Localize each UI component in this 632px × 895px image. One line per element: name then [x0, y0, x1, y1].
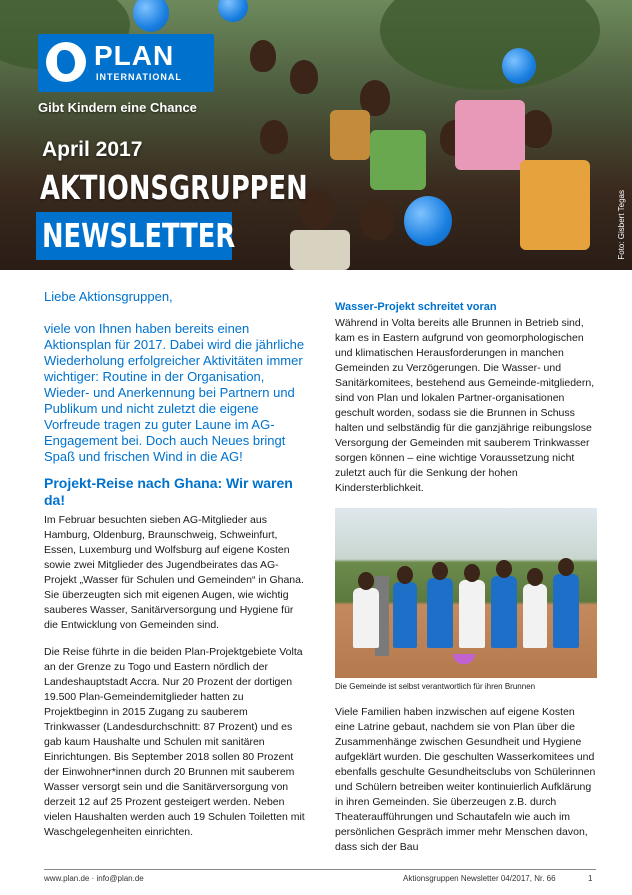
logo-text: PLAN	[94, 40, 175, 71]
page-number: 1	[588, 874, 593, 883]
paragraph: Während in Volta bereits alle Brunnen in Betrieb sind, kam es in Eastern aufgrund von geomorphologischen und klimatischen Herausforderungen in manchen Gemeinden zu Verzögerungen. Die Wasser- und Sanitärkomitees, bestehend aus Gemeinde-mitgliedern, sind von Plan und lokalen Partner-organisationen geschult worden, sodass sie die Brunnen in Schuss halten und selbständig für die ganzjährige reibungslose Versorgung der Gemeinden mit sauberem Trinkwasser sorgen können – eine wichtige Voraussetzung nicht zuletzt auch für die Senkung der hohen Kindersterblichkeit.	[335, 317, 595, 494]
section-title-water: Wasser-Projekt schreitet voran	[335, 301, 497, 313]
greeting: Liebe Aktionsgruppen,	[44, 289, 173, 304]
tagline: Gibt Kindern eine Chance	[38, 100, 197, 115]
right-column	[335, 300, 597, 867]
header-photo	[0, 0, 632, 270]
section-title-ghana: Projekt-Reise nach Ghana: Wir waren da!	[44, 475, 293, 508]
paragraph: Im Februar besuchten sieben AG-Mitglieder aus Hamburg, Oldenburg, Braunschweig, Schweinfurt, Essen, Luxemburg und Wolfsburg auf eigene Kosten sowie zwei Mitglieder des Jugendbeirates das AG-Projekt „Wasser für Schulen und Gemeinden“ in Ghana. Sie überzeugten sich mit eigenen Augen, wie wichtig sauberes Wasser, Sanitärversorgung und Hygiene für die Entwicklung von Gemeinden sind.	[44, 514, 304, 631]
photo-credit: Foto: Gisbert Tegas	[617, 190, 626, 260]
paragraph: Die Reise führte in die beiden Plan-Projektgebiete Volta an der Grenze zu Togo und Eastern nördlich der Landeshauptstadt Accra. Nur 20 Prozent der dortigen 19.500 Plan-Gemeindemitglieder hatten zu Projektbeginn in 2015 Zugang zu sauberem Trinkwasser (Landesdurchschnitt: 87 Prozent) und es gab kaum Haushalte und Schulen mit sanitären Einrichtungen. Bis September 2018 sollen 80 Prozent der Einwohner*innen durch 20 Brunnen mit sauberem Wasser versorgt sein und die Sanitärversorgung von derzeit 12 auf 25 Prozent gesteigert werden. Neben vielen Haushalten werden auch 19 Schulen Toiletten mit Waschgelegenheiten einrichten.	[44, 646, 305, 838]
well-photo	[335, 508, 597, 678]
footer-issue: Aktionsgruppen Newsletter 04/2017, Nr. 66	[403, 874, 556, 883]
footer-contact: www.plan.de · info@plan.de	[44, 874, 144, 883]
globe-icon	[46, 42, 86, 82]
paragraph: Viele Familien haben inzwischen auf eigene Kosten eine Latrine gebaut, nachdem sie von Plan über die Zusammenhänge zwischen Gesundheit und Hygiene aufgeklärt wurden. Die geschulten Wasserkomitees und ebenfalls geschulte Gesundheitsclubs von Schülerinnen und Schülern betreiben weiter kontinuierlich Aufklärung in ihren Gemeinden. Sie überzeugen z.B. durch Theateraufführungen und Schautafeln wie auch im persönlichen Gespräch immer mehr Menschen davon, dass sich der Bau	[335, 706, 596, 853]
photo-caption: Die Gemeinde ist selbst verantwortlich für ihren Brunnen	[335, 682, 536, 691]
plan-logo	[38, 34, 214, 92]
footer-divider	[44, 869, 596, 870]
logo-subtext: INTERNATIONAL	[96, 72, 182, 82]
issue-date: April 2017	[42, 138, 143, 161]
left-column	[44, 288, 306, 852]
newsletter-title-line1: AKTIONSGRUPPEN	[40, 168, 308, 207]
intro-text: viele von Ihnen haben bereits einen Aktionsplan für 2017. Dabei wird die jährliche Wiederholung erfolgreicher Aktivitäten immer wichtiger: Routine in der Organisation, Wieder- und Anerkennung bei Partnern und Publikum und nicht zuletzt die eigene Vorfreude tragen zu guter Laune im AG-Engagement bei. Doch auch Neues bringt Spaß und frischen Wind in die AG!	[44, 321, 305, 464]
newsletter-title-line2: NEWSLETTER	[42, 216, 236, 255]
